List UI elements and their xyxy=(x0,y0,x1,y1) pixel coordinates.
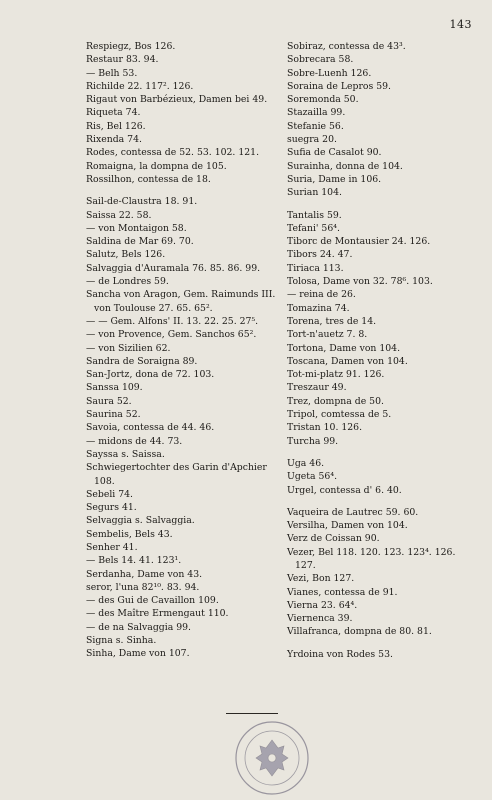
index-entry: Turcha 99. xyxy=(287,435,339,447)
index-entry: — von Provence, Gem. Sanchos 65². xyxy=(86,329,257,341)
index-entry: Schwiegertochter des Garin d'Apchier xyxy=(86,462,267,474)
index-entry: — midons de 44. 73. xyxy=(86,435,183,447)
index-entry: Rodes, contessa de 52. 53. 102. 121. xyxy=(86,147,260,159)
index-entry: von Toulouse 27. 65. 65². xyxy=(94,302,213,314)
index-entry: Suria, Dame in 106. xyxy=(287,173,382,185)
index-entry: Respiegz, Bos 126. xyxy=(86,41,176,52)
index-entry: Sobrecara 58. xyxy=(287,54,354,66)
index-entry: Richilde 22. 117². 126. xyxy=(86,80,194,92)
index-entry: Tomazina 74. xyxy=(287,302,350,314)
index-column-right xyxy=(287,40,477,661)
index-entry: Serdanha, Dame von 43. xyxy=(86,568,203,580)
index-entry: Toscana, Damen von 104. xyxy=(287,355,408,367)
index-entry: Soraina de Lepros 59. xyxy=(287,80,391,92)
index-entry: Tefani' 56⁴. xyxy=(287,222,340,234)
index-entry: Salvaggia d'Auramala 76. 85. 86. 99. xyxy=(86,262,261,274)
index-entry: — reina de 26. xyxy=(287,289,356,301)
index-entry: Saurina 52. xyxy=(86,409,141,421)
index-entry: Restaur 83. 94. xyxy=(86,54,159,66)
index-entry: Stazailla 99. xyxy=(287,107,346,119)
index-entry: Sandra de Soraigna 89. xyxy=(86,355,198,367)
index-entry: Saura 52. xyxy=(86,395,132,407)
index-entry: Verz de Coissan 90. xyxy=(287,533,380,545)
index-entry: — des Gui de Cavaillon 109. xyxy=(86,595,219,607)
index-entry: Sobre-Luenh 126. xyxy=(287,67,372,79)
page-number: 143 xyxy=(449,18,472,31)
index-column-left xyxy=(86,40,276,661)
index-entry: Tiborc de Montausier 24. 126. xyxy=(287,236,431,248)
index-entry: Tolosa, Dame von 32. 78⁶. 103. xyxy=(287,276,433,288)
index-entry: Tristan 10. 126. xyxy=(287,422,363,434)
section-gap xyxy=(287,200,477,209)
index-entry: — von Montaigon 58. xyxy=(86,222,187,234)
index-entry: — Belh 53. xyxy=(86,67,138,79)
index-entry: Versilha, Damen von 104. xyxy=(287,520,408,532)
index-entry: Salutz, Bels 126. xyxy=(86,249,166,261)
index-entry: — von Sizilien 62. xyxy=(86,342,171,354)
index-entry: 127. xyxy=(295,559,316,571)
index-entry: Segurs 41. xyxy=(86,502,137,514)
index-entry: San-Jortz, dona de 72. 103. xyxy=(86,369,215,381)
library-stamp xyxy=(232,718,312,798)
index-entry: Sufia de Casalot 90. xyxy=(287,147,382,159)
index-entry: Vezer, Bel 118. 120. 123. 123⁴. 126. xyxy=(287,546,456,558)
index-entry: 108. xyxy=(94,475,115,487)
index-entry: — des Maître Ermengaut 110. xyxy=(86,608,229,620)
index-entry: Vierna 23. 64⁴. xyxy=(287,599,358,611)
index-entry: Sinha, Dame von 107. xyxy=(86,648,190,660)
index-entry: Ris, Bel 126. xyxy=(86,120,146,132)
section-gap xyxy=(287,639,477,648)
footer-rule xyxy=(226,713,278,714)
index-entry: Yrdoina von Rodes 53. xyxy=(287,648,393,660)
index-entry: Stefanie 56. xyxy=(287,120,344,132)
index-entry: Rossilhon, contessa de 18. xyxy=(86,173,211,185)
index-entry: Tiriaca 113. xyxy=(287,262,344,274)
index-entry: Tortona, Dame von 104. xyxy=(287,342,401,354)
index-entry: Signa s. Sinha. xyxy=(86,635,157,647)
index-entry: Sayssa s. Saissa. xyxy=(86,448,165,460)
index-entry: Sebeli 74. xyxy=(86,488,134,500)
index-entry: Torena, tres de 14. xyxy=(287,315,377,327)
index-entry: Treszaur 49. xyxy=(287,382,347,394)
index-entry: Surian 104. xyxy=(287,187,342,199)
index-entry: Surainha, donna de 104. xyxy=(287,160,403,172)
index-entry: Tot-mi-platz 91. 126. xyxy=(287,369,385,381)
index-entry: Viernenca 39. xyxy=(287,613,353,625)
index-entry: Vezi, Bon 127. xyxy=(287,573,355,585)
index-entry: Sail-de-Claustra 18. 91. xyxy=(86,196,198,208)
index-entry: Sanssa 109. xyxy=(86,382,143,394)
section-gap xyxy=(287,497,477,506)
index-entry: Tantalis 59. xyxy=(287,209,342,221)
index-entry: Savoia, contessa de 44. 46. xyxy=(86,422,215,434)
index-entry: Sembelis, Bels 43. xyxy=(86,528,173,540)
index-entry: Rigaut von Barbézieux, Damen bei 49. xyxy=(86,94,268,106)
section-gap xyxy=(86,186,266,195)
index-entry: Sobiraz, contessa de 43³. xyxy=(287,41,406,52)
section-gap xyxy=(287,448,477,457)
index-entry: Selvaggia s. Salvaggia. xyxy=(86,515,195,527)
index-entry: Tibors 24. 47. xyxy=(287,249,353,261)
index-entry: seror, l'una 82¹⁰. 83. 94. xyxy=(86,581,200,593)
index-entry: Sancha von Aragon, Gem. Raimunds III. xyxy=(86,289,276,301)
index-entry: suegra 20. xyxy=(287,134,337,146)
index-entry: Trez, dompna de 50. xyxy=(287,395,384,407)
index-entry: Romaigna, la dompna de 105. xyxy=(86,160,227,172)
index-entry: — de na Salvaggia 99. xyxy=(86,621,191,633)
index-entry: Uga 46. xyxy=(287,457,325,469)
index-entry: Urgel, contessa d' 6. 40. xyxy=(287,484,402,496)
index-entry: Soremonda 50. xyxy=(287,94,359,106)
index-entry: Tort-n'auetz 7. 8. xyxy=(287,329,368,341)
index-entry: Vaqueira de Lautrec 59. 60. xyxy=(287,506,419,518)
index-entry: Rixenda 74. xyxy=(86,134,142,146)
index-entry: Villafranca, dompna de 80. 81. xyxy=(287,626,432,638)
index-entry: Vianes, contessa de 91. xyxy=(287,586,398,598)
index-entry: Saissa 22. 58. xyxy=(86,209,152,221)
index-entry: Senher 41. xyxy=(86,541,138,553)
index-entry: Riqueta 74. xyxy=(86,107,141,119)
index-entry: Tripol, comtessa de 5. xyxy=(287,409,392,421)
index-entry: Saldina de Mar 69. 70. xyxy=(86,236,194,248)
index-entry: — Bels 14. 41. 123¹. xyxy=(86,555,182,567)
index-entry: — de Londres 59. xyxy=(86,276,169,288)
index-entry: Ugeta 56⁴. xyxy=(287,471,338,483)
index-entry: — — Gem. Alfons' II. 13. 22. 25. 27⁵. xyxy=(86,315,259,327)
